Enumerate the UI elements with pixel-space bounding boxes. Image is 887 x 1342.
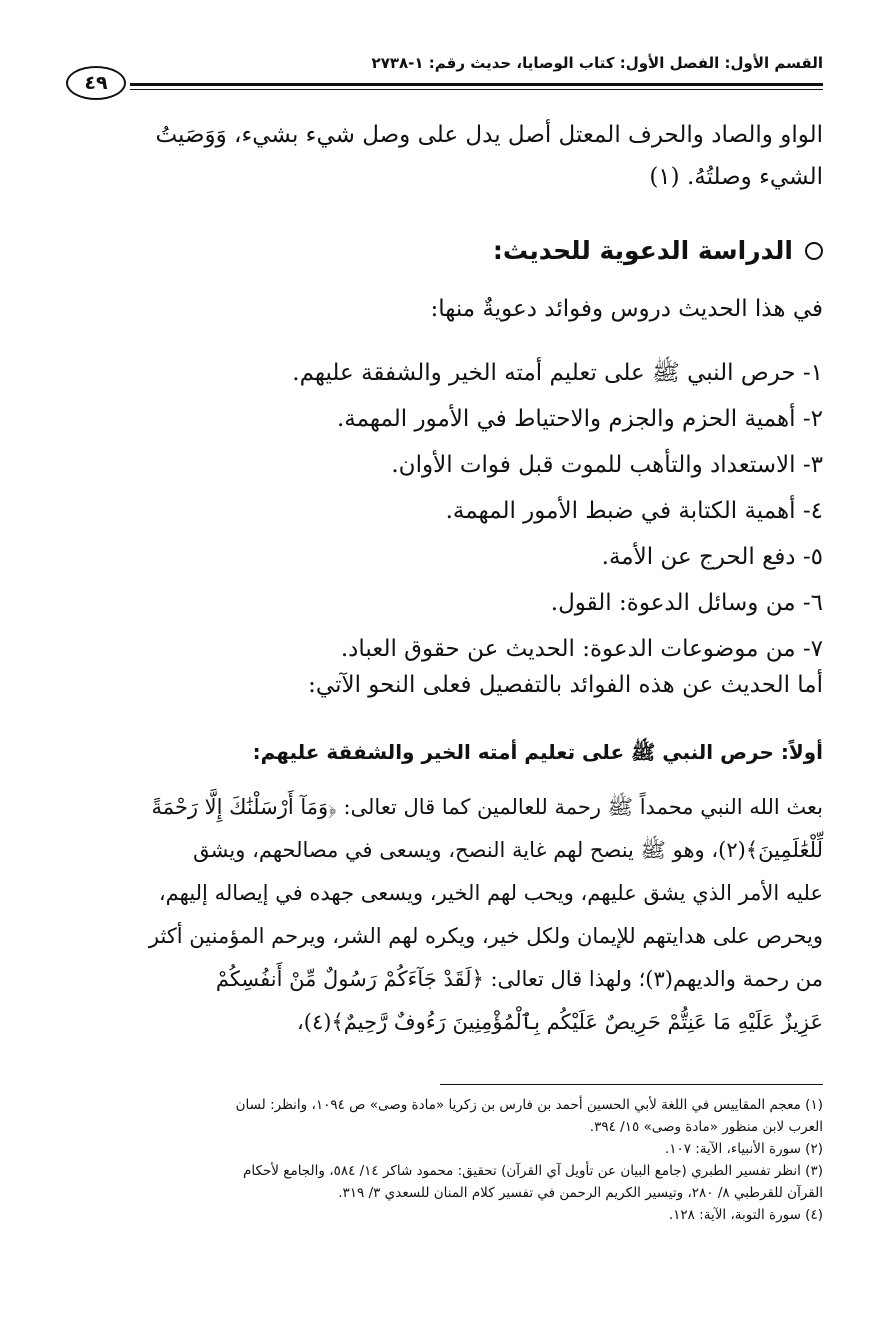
- benefit-item: ٦- من وسائل الدعوة: القول.: [550, 590, 823, 616]
- paragraph-2-line: لِّلْعَٰلَمِينَ﴾(٢)، وهو ﷺ ينصح لهم غاية النصح، ويسعى في مصالحهم، ويشق: [193, 838, 823, 862]
- footnote-line: (٤) سورة التوبة، الآية: ١٢٨.: [668, 1207, 823, 1223]
- paragraph-1-line: الواو والصاد والحرف المعتل أصل يدل على وصل شيء بشيء، وَوَصَيتُ: [155, 122, 823, 148]
- benefit-item: ١- حرص النبي ﷺ على تعليم أمته الخير والشفقة عليهم.: [292, 360, 823, 386]
- page-number: ٤٩: [66, 66, 126, 100]
- benefit-item: ٧- من موضوعات الدعوة: الحديث عن حقوق العباد.: [340, 636, 823, 662]
- benefit-item: ٤- أهمية الكتابة في ضبط الأمور المهمة.: [445, 498, 823, 524]
- paragraph-2-line: من رحمة والديهم(٣)؛ ولهذا قال تعالى: ﴿لَقَدْ جَآءَكُمْ رَسُولٌ مِّنْ أَنفُسِكُمْ: [215, 967, 823, 991]
- transition-line: أما الحديث عن هذه الفوائد بالتفصيل فعلى النحو الآتي:: [308, 672, 823, 698]
- header-rule-thick: [130, 83, 823, 86]
- section-heading-text: الدراسة الدعوية للحديث:: [492, 236, 793, 265]
- benefit-item: ٣- الاستعداد والتأهب للموت قبل فوات الأوان.: [391, 452, 823, 478]
- footnotes: [63, 1094, 823, 1226]
- footnote-line: (١) معجم المقاييس في اللغة لأبي الحسين أحمد بن فارس بن زكريا «مادة وصى» ص ١٠٩٤، وانظر: لسان: [235, 1097, 823, 1113]
- paragraph-2-line: عليه الأمر الذي يشق عليهم، ويحب لهم الخير، ويسعى جهده في إيصاله إليهم،: [158, 881, 823, 905]
- paragraph-2: [63, 786, 823, 1044]
- paragraph-2-line: بعث الله النبي محمداً ﷺ رحمة للعالمين كما قال تعالى: ﴿وَمَآ أَرْسَلْنَٰكَ إِلَّا رَحْمَةً: [151, 795, 823, 819]
- paragraph-1-line: الشيء وصلتُهُ. (١): [649, 164, 823, 190]
- paragraph-1: [73, 114, 823, 198]
- footnote-line: (٢) سورة الأنبياء، الآية: ١٠٧.: [664, 1141, 823, 1157]
- header-rule-thin: [130, 89, 823, 90]
- footnote-separator: [440, 1084, 823, 1085]
- intro-line: في هذا الحديث دروس وفوائد دعويةٌ منها:: [430, 296, 823, 322]
- paragraph-2-line: ويحرص على هدايتهم للإيمان ولكل خير، ويكره لهم الشر، ويرحم المؤمنين أكثر: [148, 924, 823, 948]
- footnote-line: (٣) انظر تفسير الطبري (جامع البيان عن تأويل آي القرآن) تحقيق: محمود شاكر ١٤/ ٥٨٤، والجامع لأحكام: [243, 1163, 823, 1179]
- benefits-list: [292, 350, 823, 672]
- running-head-title: القسم الأول: الفصل الأول: كتاب الوصايا، حديث رقم: ١-٢٧٣٨: [371, 54, 823, 72]
- footnote-line: العرب لابن منظور «مادة وصى» ١٥/ ٣٩٤.: [589, 1119, 823, 1135]
- benefit-item: ٢- أهمية الحزم والجزم والاحتياط في الأمور المهمة.: [336, 406, 823, 432]
- subheading-first-benefit: أولاً: حرص النبي ﷺ على تعليم أمته الخير والشفقة عليهم:: [252, 740, 823, 764]
- circle-bullet-icon: [805, 242, 823, 260]
- footnote-line: القرآن للقرطبي ٨/ ٢٨٠، وتيسير الكريم الرحمن في تفسير كلام المنان للسعدي ٣/ ٣١٩.: [338, 1185, 823, 1201]
- paragraph-2-line: عَزِيزٌ عَلَيْهِ مَا عَنِتُّمْ حَرِيصٌ عَلَيْكُم بِٱلْمُؤْمِنِينَ رَءُوفٌ رَّحِيمٌ﴾(٤)،: [297, 1010, 823, 1034]
- section-heading: [493, 236, 823, 265]
- benefit-item: ٥- دفع الحرج عن الأمة.: [601, 544, 823, 570]
